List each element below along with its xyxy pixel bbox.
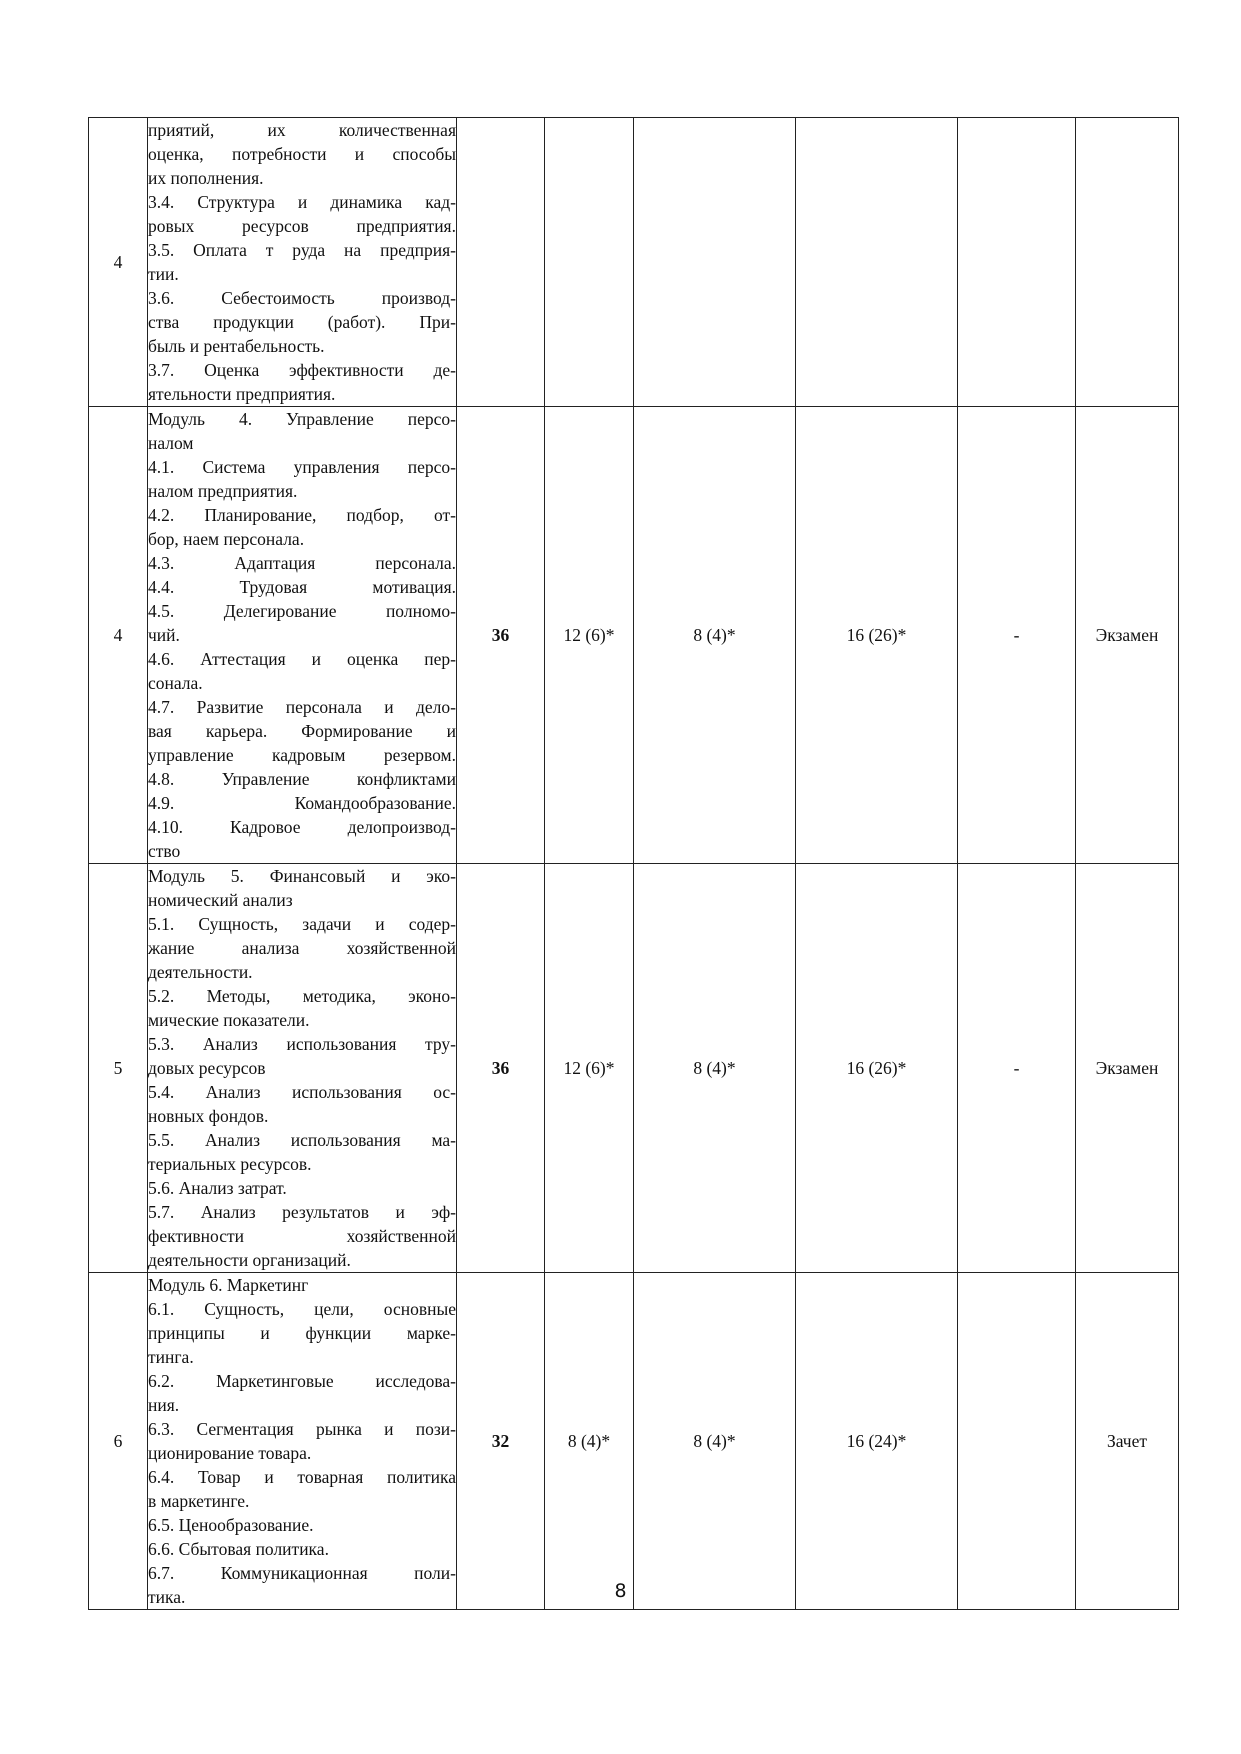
row-number: 4 [89, 118, 148, 407]
topic-line: ство [148, 841, 181, 861]
lecture-hours: 12 (6)* [545, 864, 634, 1273]
curriculum-table [88, 117, 1179, 1610]
topic-line: сонала. [148, 673, 203, 693]
topic-line: довых ресурсов [148, 1058, 266, 1078]
topic-line: тии. [148, 264, 179, 284]
self-study-hours: 16 (26)* [796, 407, 958, 864]
topic-line: 3.5. Оплата т руда на предприя- [148, 240, 456, 260]
total-hours [457, 118, 545, 407]
topic-line: 4.5. Делегирование полномо- [148, 601, 456, 621]
practical-hours [634, 118, 796, 407]
topic-line: 5.6. Анализ затрат. [148, 1178, 287, 1198]
topic-line: 6.2. Маркетинговые исследова- [148, 1371, 456, 1391]
topic-line: 3.7. Оценка эффективности де- [148, 360, 456, 380]
topic-line: 3.4. Структура и динамика кад- [148, 192, 456, 212]
topic-line: 5.5. Анализ использования ма- [148, 1130, 456, 1150]
topic-line: 4.7. Развитие персонала и дело- [148, 697, 456, 717]
module-topics [148, 864, 457, 1273]
topic-line: вая карьера. Формирование и [148, 721, 456, 741]
practical-hours: 8 (4)* [634, 407, 796, 864]
module-topics [148, 1273, 457, 1610]
lab-hours [958, 118, 1076, 407]
topic-line: деятельности организаций. [148, 1250, 351, 1270]
topic-line: принципы и функции марке- [148, 1323, 456, 1343]
topic-line: номический анализ [148, 890, 293, 910]
self-study-hours: 16 (26)* [796, 864, 958, 1273]
lecture-hours: 12 (6)* [545, 407, 634, 864]
lab-hours: - [958, 407, 1076, 864]
control-form: Экзамен [1076, 864, 1179, 1273]
lecture-hours: 8 (4)* [545, 1273, 634, 1610]
topic-line: 6.4. Товар и товарная политика [148, 1467, 456, 1487]
control-form: Экзамен [1076, 407, 1179, 864]
topic-line: тика. [148, 1587, 186, 1607]
topic-line: Модуль 6. Маркетинг [148, 1275, 309, 1295]
topic-line: оценка, потребности и способы [148, 144, 456, 164]
control-form [1076, 118, 1179, 407]
topic-line: деятельности. [148, 962, 253, 982]
topic-line: 6.3. Сегментация рынка и пози- [148, 1419, 456, 1439]
topic-line: жание анализа хозяйственной [148, 938, 456, 958]
topic-line: 6.6. Сбытовая политика. [148, 1539, 329, 1559]
topic-line: 4.1. Система управления персо- [148, 457, 456, 477]
practical-hours: 8 (4)* [634, 1273, 796, 1610]
topic-line: мические показатели. [148, 1010, 310, 1030]
topic-line: новных фондов. [148, 1106, 269, 1126]
topic-line: 4.10. Кадровое делопроизвод- [148, 817, 456, 837]
self-study-hours [796, 118, 958, 407]
topic-line: налом [148, 433, 194, 453]
curriculum-table-body [89, 118, 1179, 1610]
topic-line: в маркетинге. [148, 1491, 250, 1511]
topic-line: 5.4. Анализ использования ос- [148, 1082, 456, 1102]
topic-line: их пополнения. [148, 168, 264, 188]
topic-line: 4.4. Трудовая мотивация. [148, 577, 456, 597]
lecture-hours [545, 118, 634, 407]
topic-line: 5.2. Методы, методика, эконо- [148, 986, 456, 1006]
topic-line: Модуль 4. Управление персо- [148, 409, 456, 429]
practical-hours: 8 (4)* [634, 864, 796, 1273]
topic-line: ровых ресурсов предприятия. [148, 216, 456, 236]
row-number: 5 [89, 864, 148, 1273]
topic-line: тинга. [148, 1347, 194, 1367]
page-number: 8 [614, 1580, 627, 1602]
topic-line: ства продукции (работ). При- [148, 312, 456, 332]
topic-line: быль и рентабельность. [148, 336, 325, 356]
lab-hours [958, 1273, 1076, 1610]
topic-line: 4.2. Планирование, подбор, от- [148, 505, 456, 525]
topic-line: ятельности предприятия. [148, 384, 336, 404]
topic-line: 6.5. Ценообразование. [148, 1515, 314, 1535]
topic-line: 6.1. Сущность, цели, основные [148, 1299, 456, 1319]
topic-line: фективности хозяйственной [148, 1226, 456, 1246]
topic-line: ния. [148, 1395, 180, 1415]
topic-line: 5.1. Сущность, задачи и содер- [148, 914, 456, 934]
topic-line: 4.9. Командообразование. [148, 793, 456, 813]
topic-line: 3.6. Себестоимость производ- [148, 288, 456, 308]
row-number: 4 [89, 407, 148, 864]
module-topics [148, 407, 457, 864]
topic-line: 4.6. Аттестация и оценка пер- [148, 649, 456, 669]
topic-line: 4.3. Адаптация персонала. [148, 553, 456, 573]
topic-line: чий. [148, 625, 180, 645]
table-row [89, 118, 1179, 407]
module-topics [148, 118, 457, 407]
total-hours: 36 [457, 864, 545, 1273]
topic-line: 5.3. Анализ использования тру- [148, 1034, 456, 1054]
topic-line: 4.8. Управление конфликтами [148, 769, 456, 789]
control-form: Зачет [1076, 1273, 1179, 1610]
self-study-hours: 16 (24)* [796, 1273, 958, 1610]
row-number: 6 [89, 1273, 148, 1610]
topic-line: Модуль 5. Финансовый и эко- [148, 866, 456, 886]
total-hours: 32 [457, 1273, 545, 1610]
topic-line: ционирование товара. [148, 1443, 312, 1463]
table-row [89, 407, 1179, 864]
topic-line: 6.7. Коммуникационная поли- [148, 1563, 456, 1583]
topic-line: бор, наем персонала. [148, 529, 305, 549]
topic-line: приятий, их количественная [148, 120, 456, 140]
topic-line: териальных ресурсов. [148, 1154, 312, 1174]
table-row [89, 1273, 1179, 1610]
lab-hours: - [958, 864, 1076, 1273]
table-row [89, 864, 1179, 1273]
topic-line: 5.7. Анализ результатов и эф- [148, 1202, 456, 1222]
total-hours: 36 [457, 407, 545, 864]
topic-line: налом предприятия. [148, 481, 298, 501]
topic-line: управление кадровым резервом. [148, 745, 456, 765]
